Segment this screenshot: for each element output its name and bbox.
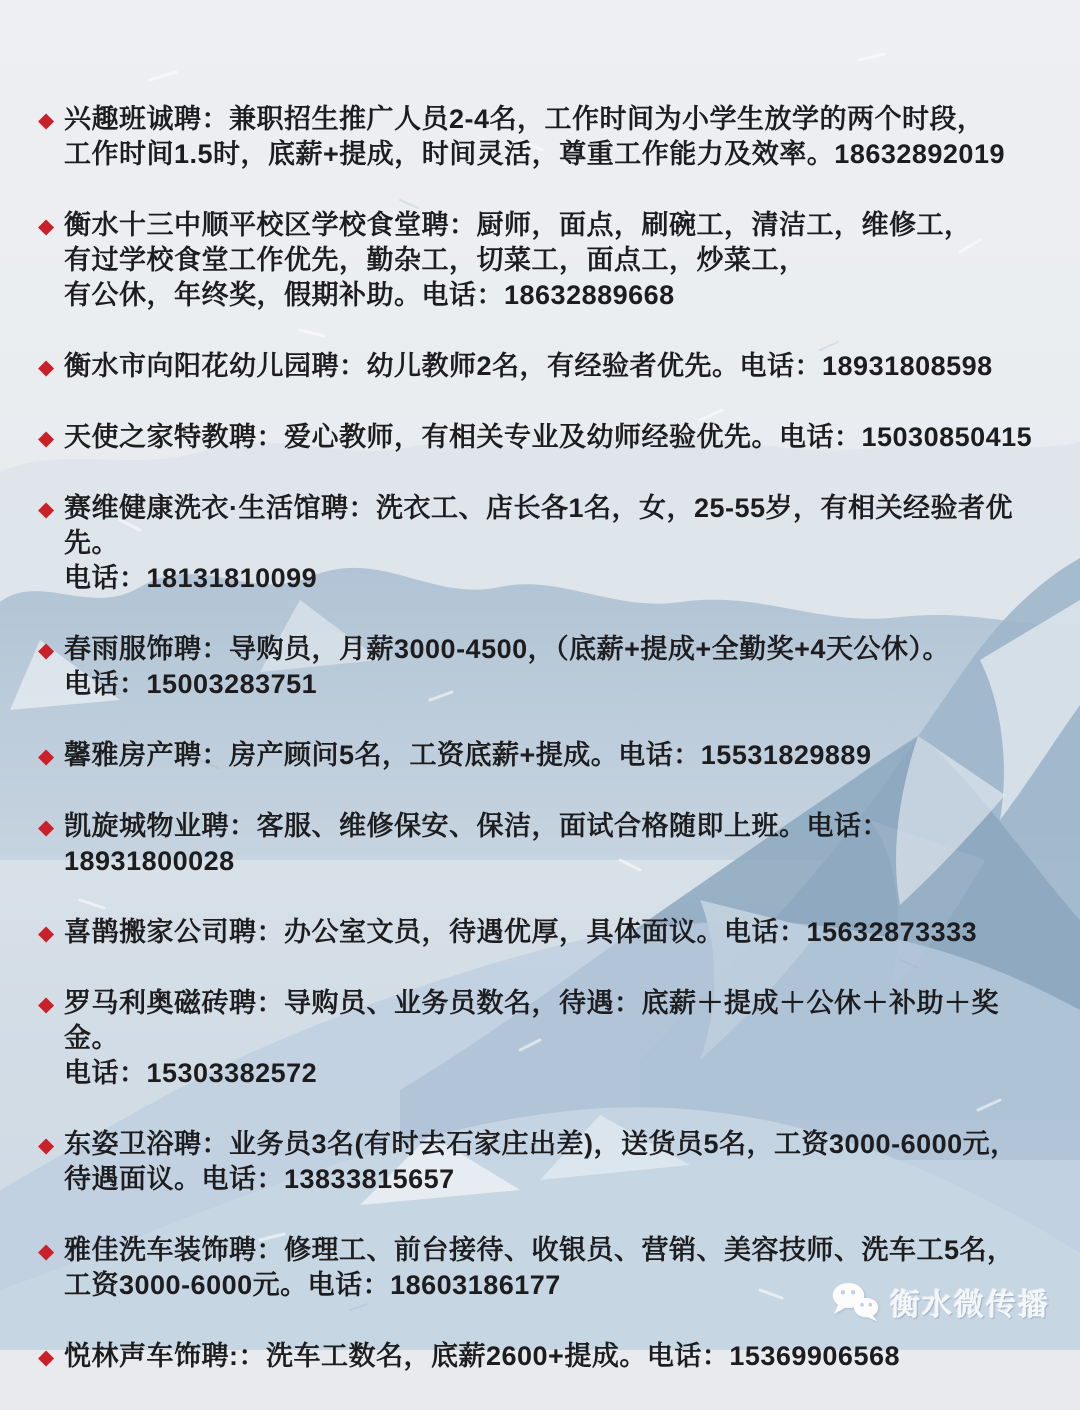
listing-line: 天使之家特教聘：爱心教师，有相关专业及幼师经验优先。电话：15030850415 [64, 422, 1033, 452]
diamond-bullet-icon: ◆ [38, 639, 55, 662]
listing-text [64, 1339, 1052, 1374]
listing-line: 悦林声车饰聘:：洗车工数名，底薪2600+提成。电话：15369906568 [64, 1341, 900, 1371]
listing-text [64, 986, 1052, 1091]
listing-line: 电话：18131810099 [64, 563, 318, 593]
listing-text [64, 208, 1052, 313]
listing-line: 工作时间1.5时，底薪+提成，时间灵活，尊重工作能力及效率。18632892019 [64, 139, 1005, 169]
listing-line: 凯旋城物业聘：客服、维修保安、保洁，面试合格随即上班。电话：18931800028 [64, 811, 889, 876]
diamond-bullet-icon: ◆ [38, 1240, 55, 1263]
job-listing [38, 208, 1052, 313]
listing-text [64, 491, 1052, 596]
listing-line: 罗马利奥磁砖聘：导购员、业务员数名，待遇：底薪＋提成＋公休＋补助＋奖金。 [64, 988, 999, 1053]
listing-line: 电话：15303382572 [64, 1058, 318, 1088]
job-listing [38, 349, 1052, 384]
diamond-bullet-icon: ◆ [38, 816, 55, 839]
diamond-bullet-icon: ◆ [38, 498, 55, 521]
listing-line: 春雨服饰聘：导购员，月薪3000-4500，（底薪+提成+全勤奖+4天公休）。 [64, 634, 950, 664]
wechat-icon [829, 1281, 881, 1323]
listing-line: 电话：15003283751 [64, 669, 318, 699]
job-listing [38, 1127, 1052, 1197]
listing-line: 喜鹊搬家公司聘：办公室文员，待遇优厚，具体面议。电话：15632873333 [64, 917, 978, 947]
listing-text [64, 102, 1052, 172]
diamond-bullet-icon: ◆ [38, 356, 55, 379]
listing-line: 兴趣班诚聘：兼职招生推广人员2-4名，工作时间为小学生放学的两个时段， [64, 104, 985, 134]
listing-line: 有过学校食堂工作优先，勤杂工，切菜工，面点工，炒菜工， [64, 245, 807, 275]
listing-line: 有公休，年终奖，假期补助。电话：18632889668 [64, 280, 675, 310]
diamond-bullet-icon: ◆ [38, 922, 55, 945]
job-listing [38, 491, 1052, 596]
diamond-bullet-icon: ◆ [38, 1134, 55, 1157]
listing-line: 待遇面议。电话：13833815657 [64, 1164, 455, 1194]
job-listing [38, 809, 1052, 879]
listing-line: 赛维健康洗衣·生活馆聘：洗衣工、店长各1名，女，25-55岁，有相关经验者优先。 [64, 493, 1014, 558]
diamond-bullet-icon: ◆ [38, 745, 55, 768]
listing-line: 雅佳洗车装饰聘：修理工、前台接待、收银员、营销、美容技师、洗车工5名， [64, 1235, 1015, 1265]
job-listing [38, 915, 1052, 950]
diamond-bullet-icon: ◆ [38, 215, 55, 238]
job-listing [38, 102, 1052, 172]
job-listing [38, 738, 1052, 773]
listing-text [64, 915, 1052, 950]
listing-text [64, 738, 1052, 773]
listing-text [64, 420, 1052, 455]
listing-line: 衡水市向阳花幼儿园聘：幼儿教师2名，有经验者优先。电话：18931808598 [64, 351, 993, 381]
watermark [829, 1280, 1050, 1324]
diamond-bullet-icon: ◆ [38, 427, 55, 450]
listing-line: 衡水十三中顺平校区学校食堂聘：厨师，面点，刷碗工，清洁工，维修工， [64, 210, 972, 240]
listing-line: 工资3000-6000元。电话：18603186177 [64, 1270, 561, 1300]
job-listing [38, 1339, 1052, 1374]
watermark-label: 衡水微传播 [890, 1289, 1050, 1322]
job-listings [38, 102, 1052, 1410]
listing-text [64, 809, 1052, 879]
diamond-bullet-icon: ◆ [38, 993, 55, 1016]
listing-text [64, 349, 1052, 384]
job-listing [38, 632, 1052, 702]
diamond-bullet-icon: ◆ [38, 1346, 55, 1369]
job-listing [38, 986, 1052, 1091]
job-listing [38, 420, 1052, 455]
listing-line: 东姿卫浴聘：业务员3名(有时去石家庄出差)，送货员5名，工资3000-6000元， [64, 1129, 1018, 1159]
listing-text [64, 1127, 1052, 1197]
listing-line: 馨雅房产聘：房产顾问5名，工资底薪+提成。电话：15531829889 [64, 740, 872, 770]
diamond-bullet-icon: ◆ [38, 109, 55, 132]
listing-text [64, 632, 1052, 702]
